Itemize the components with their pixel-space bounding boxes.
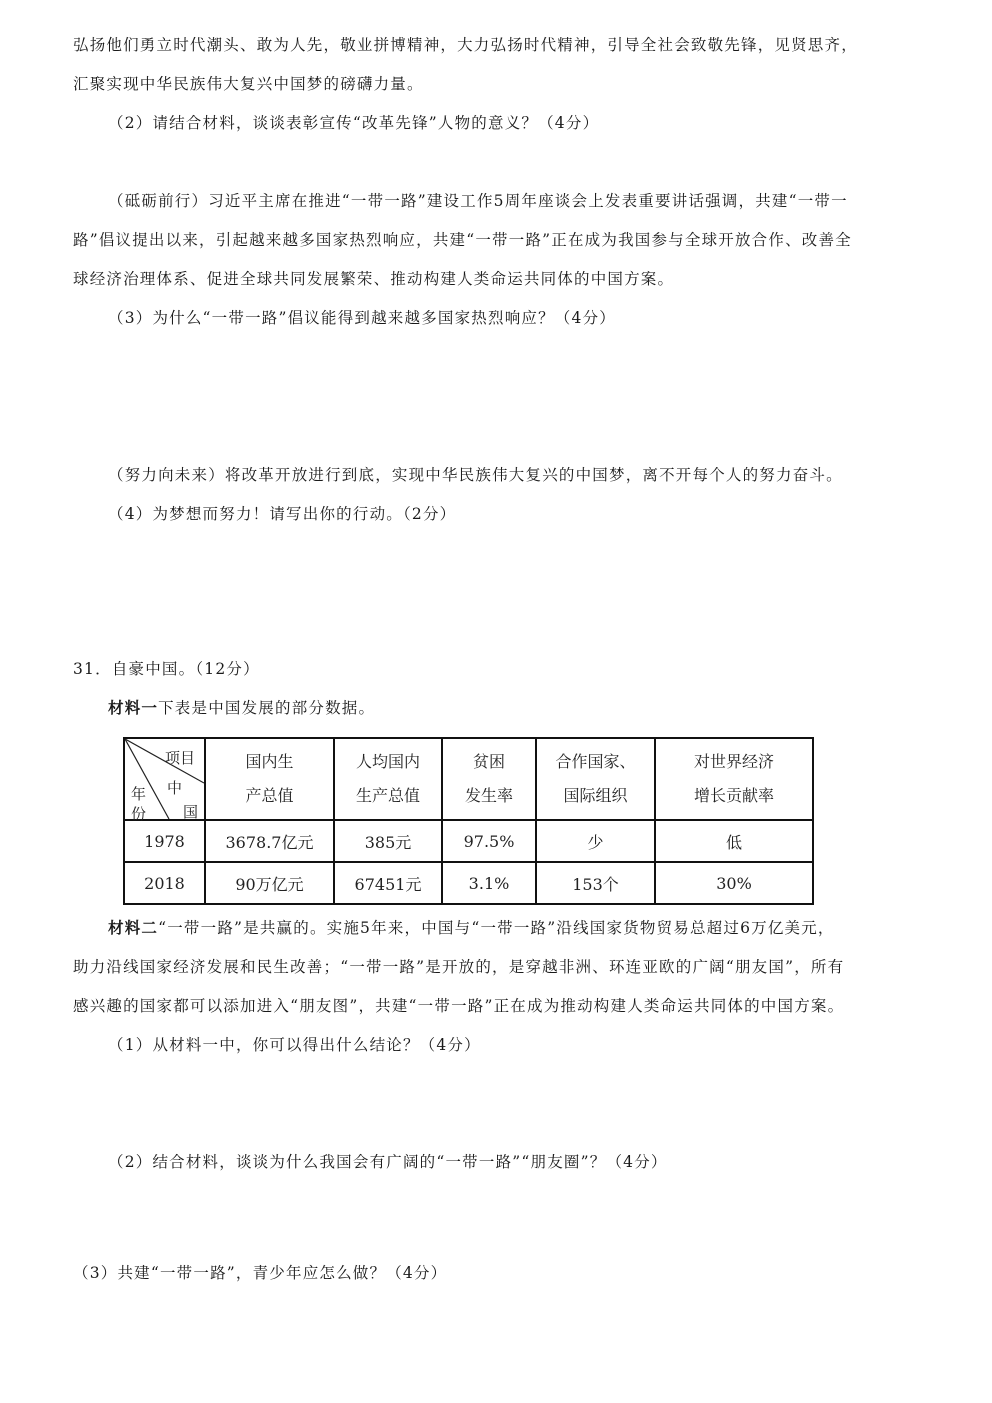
material-2-line-2: 助力沿线国家经济发展和民生改善；“一带一路”是开放的，是穿越非洲、环连亚欧的广阔“朋友国”，所有 xyxy=(73,958,845,976)
corner-label-country: 国 xyxy=(183,803,199,821)
table-cell: 少 xyxy=(536,820,655,862)
material-2-line-1 xyxy=(108,918,835,938)
table-cell: 97.5% xyxy=(442,820,536,862)
question-4: （4）为梦想而努力！请写出你的行动。（2分） xyxy=(108,505,457,523)
table-cell: 3678.7亿元 xyxy=(205,820,334,862)
forward-line-1: （砥砺前行）习近平主席在推进“一带一路”建设工作5周年座谈会上发表重要讲话强调，共建“一带一 xyxy=(108,192,848,210)
material-1-label: 材料一 xyxy=(108,699,159,717)
header-partners: 合作国家、 国际组织 xyxy=(536,738,655,820)
intro-line-2: 汇聚实现中华民族伟大复兴中国梦的磅礴力量。 xyxy=(73,75,424,93)
table-row xyxy=(124,820,813,862)
question-3: （3）为什么“一带一路”倡议能得到越来越多国家热烈响应？（4分） xyxy=(108,309,616,327)
question-31-title: 31．自豪中国。（12分） xyxy=(73,660,260,678)
material-2-text: “一带一路”是共赢的。实施5年来，中国与“一带一路”沿线国家货物贸易总超过6万亿美元， xyxy=(158,919,835,937)
table-cell: 153个 xyxy=(536,862,655,904)
table-cell: 385元 xyxy=(334,820,442,862)
material-1-text: 下表是中国发展的部分数据。 xyxy=(158,699,376,717)
table-corner-cell xyxy=(124,738,205,823)
table-header-row xyxy=(124,738,813,820)
corner-label-year-2: 份 xyxy=(131,805,147,823)
header-world-growth-contribution: 对世界经济 增长贡献率 xyxy=(655,738,813,820)
year-cell: 1978 xyxy=(124,820,205,862)
header-gdp: 国内生 产总值 xyxy=(205,738,334,820)
china-development-table xyxy=(123,737,814,905)
question-31-2: （2）结合材料，谈谈为什么我国会有广阔的“一带一路”“朋友圈”？（4分） xyxy=(108,1153,668,1171)
corner-label-year-1: 年 xyxy=(131,785,147,803)
header-poverty-rate: 贫困 发生率 xyxy=(442,738,536,820)
material-1 xyxy=(108,698,375,718)
table-cell: 低 xyxy=(655,820,813,862)
table-row xyxy=(124,862,813,904)
table-cell: 90万亿元 xyxy=(205,862,334,904)
future-line-1: （努力向未来）将改革开放进行到底，实现中华民族伟大复兴的中国梦，离不开每个人的努力奋斗。 xyxy=(108,466,843,484)
question-2: （2）请结合材料，谈谈表彰宣传“改革先锋”人物的意义？（4分） xyxy=(108,114,600,132)
material-2-label: 材料二 xyxy=(108,919,159,937)
forward-line-3: 球经济治理体系、促进全球共同发展繁荣、推动构建人类命运共同体的中国方案。 xyxy=(73,270,675,288)
header-gdp-per-capita: 人均国内 生产总值 xyxy=(334,738,442,820)
question-31-3: （3）共建“一带一路”，青少年应怎么做？（4分） xyxy=(73,1264,448,1282)
year-cell: 2018 xyxy=(124,862,205,904)
forward-line-2: 路”倡议提出以来，引起越来越多国家热烈响应，共建“一带一路”正在成为我国参与全球开放合作、改善全 xyxy=(73,231,852,249)
corner-label-item: 项目 xyxy=(165,749,196,767)
intro-line-1: 弘扬他们勇立时代潮头、敢为人先，敬业拼博精神，大力弘扬时代精神，引导全社会致敬先锋，见贤思齐， xyxy=(73,36,858,54)
table-cell: 3.1% xyxy=(442,862,536,904)
table-cell: 67451元 xyxy=(334,862,442,904)
table-cell: 30% xyxy=(655,862,813,904)
question-31-1: （1）从材料一中，你可以得出什么结论？（4分） xyxy=(108,1036,481,1054)
corner-label-middle: 中 xyxy=(167,779,183,797)
material-2-line-3: 感兴趣的国家都可以添加进入“朋友图”，共建“一带一路”正在成为推动构建人类命运共同体的中国方案。 xyxy=(73,997,845,1015)
